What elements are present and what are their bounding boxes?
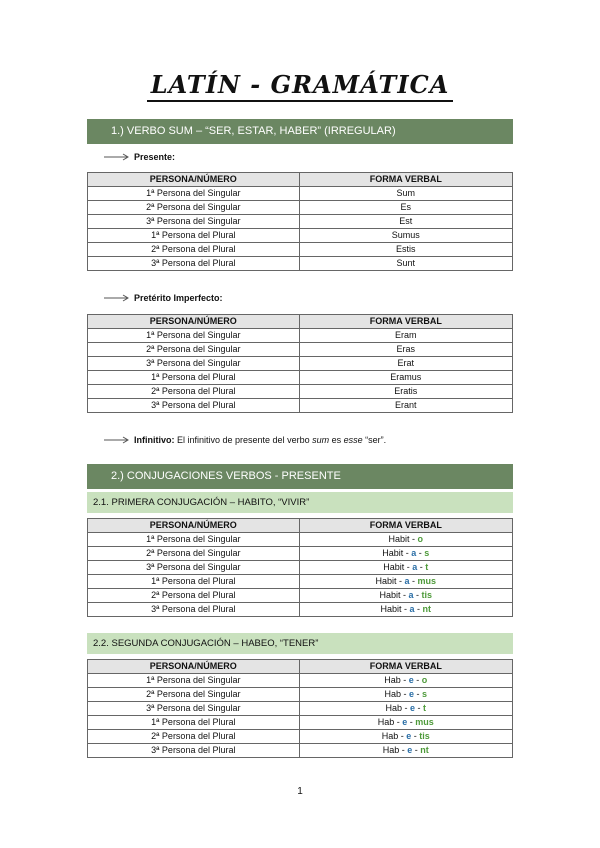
table-row: 1ª Persona del Plural Sumus xyxy=(88,229,513,243)
table-row: 3ª Persona del Singular Hab - e - t xyxy=(88,702,513,716)
column-header-persona: PERSONA/NÚMERO xyxy=(88,519,300,533)
subheader-segunda-conjugacion: 2.2. SEGUNDA CONJUGACIÓN – HABEO, “TENER” xyxy=(87,633,513,654)
imperfecto-table xyxy=(87,314,513,413)
column-header-persona: PERSONA/NÚMERO xyxy=(88,315,300,329)
thematic-vowel: a xyxy=(404,576,410,586)
verb-ending: tis xyxy=(421,590,433,600)
verb-stem: Hab xyxy=(385,703,403,713)
column-header-forma: FORMA VERBAL xyxy=(299,173,512,187)
table-row: 3ª Persona del Singular Habit - a - t xyxy=(88,561,513,575)
thematic-vowel: e xyxy=(409,689,415,699)
table-row: 3ª Persona del Singular Erat xyxy=(88,357,513,371)
verb-ending: nt xyxy=(420,745,429,755)
section-header-verbo-sum: 1.) VERBO SUM – “SER, ESTAR, HABER” (IRREGULAR) xyxy=(87,119,513,144)
verb-stem: Habit xyxy=(383,562,405,572)
thematic-vowel: e xyxy=(410,703,416,713)
table-row: 3ª Persona del Plural Erant xyxy=(88,399,513,413)
imperfecto-label: Pretérito Imperfecto: xyxy=(104,292,223,304)
verb-ending: o xyxy=(421,675,428,685)
verb-stem: Hab xyxy=(381,731,399,741)
table-row: 3ª Persona del Singular Est xyxy=(88,215,513,229)
page-number: 1 xyxy=(297,786,303,797)
verb-ending: t xyxy=(425,562,429,572)
verb-stem: Habit xyxy=(388,534,410,544)
thematic-vowel: e xyxy=(407,745,413,755)
verb-stem: Habit xyxy=(379,590,401,600)
table-row: 1ª Persona del Singular Eram xyxy=(88,329,513,343)
verb-stem: Hab xyxy=(384,675,401,685)
table-row: 2ª Persona del Singular Habit - a - s xyxy=(88,547,513,561)
column-header-persona: PERSONA/NÚMERO xyxy=(88,173,300,187)
table-row: 1ª Persona del Plural Eramus xyxy=(88,371,513,385)
column-header-forma: FORMA VERBAL xyxy=(299,519,512,533)
column-header-forma: FORMA VERBAL xyxy=(299,660,512,674)
thematic-vowel: e xyxy=(402,717,408,727)
table-row: 2ª Persona del Plural Hab - e - tis xyxy=(88,730,513,744)
verb-ending: o xyxy=(417,534,424,544)
table-row: 1ª Persona del Plural Habit - a - mus xyxy=(88,575,513,589)
presente-table xyxy=(87,172,513,271)
arrow-right-icon xyxy=(104,294,130,302)
segunda-conjugacion-table xyxy=(87,659,513,758)
verb-ending: nt xyxy=(422,604,432,614)
table-row: 2ª Persona del Singular Es xyxy=(88,201,513,215)
table-row: 2ª Persona del Singular Eras xyxy=(88,343,513,357)
verb-ending: mus xyxy=(417,576,437,586)
table-row: 3ª Persona del Plural Habit - a - nt xyxy=(88,603,513,617)
table-row: 1ª Persona del Singular Habit - o xyxy=(88,533,513,547)
column-header-persona: PERSONA/NÚMERO xyxy=(88,660,300,674)
presente-label: Presente: xyxy=(104,151,175,163)
verb-stem: Hab xyxy=(382,745,400,755)
table-row: 3ª Persona del Plural Sunt xyxy=(88,257,513,271)
table-row: 2ª Persona del Plural Estis xyxy=(88,243,513,257)
table-row: 1ª Persona del Singular Hab - e - o xyxy=(88,674,513,688)
verb-ending: t xyxy=(423,703,427,713)
page-title: LATÍN - GRAMÁTICA xyxy=(0,70,600,99)
thematic-vowel: a xyxy=(409,604,415,614)
primera-conjugacion-table xyxy=(87,518,513,617)
column-header-forma: FORMA VERBAL xyxy=(299,315,512,329)
thematic-vowel: a xyxy=(411,548,417,558)
verb-stem: Habit xyxy=(382,548,404,558)
arrow-right-icon xyxy=(104,436,130,444)
verb-ending: tis xyxy=(419,731,430,741)
thematic-vowel: a xyxy=(412,562,418,572)
verb-stem: Habit xyxy=(375,576,397,586)
table-row: 1ª Persona del Singular Sum xyxy=(88,187,513,201)
thematic-vowel: e xyxy=(406,731,412,741)
table-row: 1ª Persona del Plural Hab - e - mus xyxy=(88,716,513,730)
table-row: 2ª Persona del Plural Eratis xyxy=(88,385,513,399)
verb-stem: Hab xyxy=(384,689,402,699)
table-row: 3ª Persona del Plural Hab - e - nt xyxy=(88,744,513,758)
section-header-conjugaciones: 2.) CONJUGACIONES VERBOS - PRESENTE xyxy=(87,464,513,489)
verb-ending: s xyxy=(422,689,428,699)
infinitivo-note: Infinitivo: El infinitivo de presente del verbo sum es esse “ser”. xyxy=(104,434,386,446)
thematic-vowel: a xyxy=(408,590,414,600)
table-row: 2ª Persona del Plural Habit - a - tis xyxy=(88,589,513,603)
arrow-right-icon xyxy=(104,153,130,161)
verb-ending: mus xyxy=(415,717,434,727)
verb-stem: Habit xyxy=(380,604,402,614)
verb-ending: s xyxy=(424,548,430,558)
thematic-vowel: e xyxy=(408,675,414,685)
verb-stem: Hab xyxy=(377,717,395,727)
subheader-primera-conjugacion: 2.1. PRIMERA CONJUGACIÓN – HABITO, “VIVIR” xyxy=(87,492,513,513)
table-row: 2ª Persona del Singular Hab - e - s xyxy=(88,688,513,702)
